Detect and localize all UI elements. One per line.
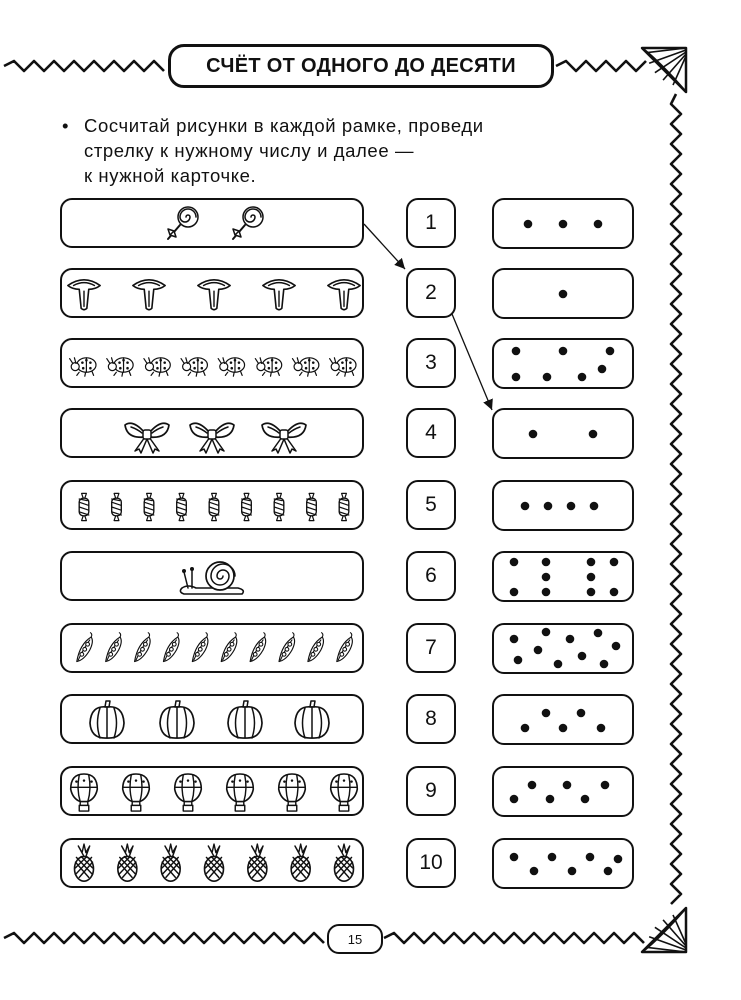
dot: [554, 660, 563, 669]
number-label: 8: [425, 707, 437, 730]
ladybug-icon: [255, 358, 281, 376]
picture-row-7[interactable]: [60, 623, 364, 673]
mushroom-icon: [68, 280, 100, 310]
dot: [610, 588, 619, 597]
pineapple-icon: [291, 844, 310, 881]
air-balloon-icon: [123, 774, 150, 811]
dot: [577, 709, 586, 718]
dot: [600, 660, 609, 669]
lollipop-icon: [233, 207, 263, 239]
dot: [581, 795, 590, 804]
number-label: 5: [425, 493, 437, 516]
dot: [521, 724, 530, 733]
page-title: СЧЁТ ОТ ОДНОГО ДО ДЕСЯТИ: [206, 54, 516, 77]
dot: [559, 347, 568, 356]
dot: [510, 558, 519, 567]
title-banner: [168, 44, 554, 88]
peapod-icon: [250, 633, 266, 662]
number-3[interactable]: [406, 338, 456, 388]
snail-icon: [180, 562, 243, 594]
peapod-icon: [106, 633, 122, 662]
dot: [587, 588, 596, 597]
dot: [594, 220, 603, 229]
bow-icon: [190, 423, 234, 453]
peapod-icon: [77, 633, 93, 662]
candy-icon: [177, 493, 187, 520]
peapod-icon: [279, 633, 295, 662]
pumpkin-icon: [160, 701, 194, 738]
picture-row-2[interactable]: [60, 268, 364, 318]
candy-icon: [339, 493, 349, 520]
air-balloon-icon: [227, 774, 254, 811]
dot-card-1[interactable]: [492, 198, 634, 249]
dot-card-10[interactable]: [492, 838, 634, 889]
dot: [578, 373, 587, 382]
dot: [542, 588, 551, 597]
number-1[interactable]: [406, 198, 456, 248]
picture-row-9[interactable]: [60, 766, 364, 816]
number-label: 7: [425, 636, 437, 659]
pumpkin-icon: [90, 701, 124, 738]
dot: [510, 795, 519, 804]
dot: [598, 365, 607, 374]
pineapple-icon: [205, 844, 224, 881]
picture-row-5[interactable]: [60, 480, 364, 530]
candy-icon: [144, 493, 154, 520]
dot: [559, 220, 568, 229]
dot: [544, 502, 553, 511]
pineapple-icon: [248, 844, 267, 881]
mushroom-icon: [263, 280, 295, 310]
number-label: 10: [419, 851, 443, 874]
number-8[interactable]: [406, 694, 456, 744]
dot: [542, 709, 551, 718]
number-label: 3: [425, 351, 437, 374]
mushroom-icon: [328, 280, 360, 310]
dot: [606, 347, 615, 356]
dot-card-7[interactable]: [492, 623, 634, 674]
dot: [512, 347, 521, 356]
dot: [563, 781, 572, 790]
dot: [512, 373, 521, 382]
mushroom-icon: [198, 280, 230, 310]
candy-icon: [79, 493, 89, 520]
dot: [586, 853, 595, 862]
ladybug-icon: [330, 358, 356, 376]
peapod-icon: [221, 633, 237, 662]
lollipop-icon: [168, 207, 198, 239]
number-5[interactable]: [406, 480, 456, 530]
ladybug-icon: [218, 358, 244, 376]
pineapple-icon: [118, 844, 137, 881]
air-balloon-icon: [175, 774, 202, 811]
instruction-line: Сосчитай рисунки в каждой рамке, проведи: [84, 115, 484, 136]
candy-icon: [274, 493, 284, 520]
number-label: 1: [425, 211, 437, 234]
dot: [587, 558, 596, 567]
candy-icon: [242, 493, 252, 520]
number-label: 9: [425, 779, 437, 802]
dot-card-6[interactable]: [492, 551, 634, 602]
peapod-icon: [337, 633, 353, 662]
bullet-point: •: [62, 115, 70, 136]
dot-card-3[interactable]: [492, 338, 634, 389]
dot: [589, 430, 598, 439]
pineapple-icon: [75, 844, 94, 881]
number-7[interactable]: [406, 623, 456, 673]
picture-row-6[interactable]: [60, 551, 364, 601]
dot: [597, 724, 606, 733]
picture-row-3[interactable]: [60, 338, 364, 388]
number-6[interactable]: [406, 551, 456, 601]
dot: [594, 629, 603, 638]
bow-icon: [262, 423, 306, 453]
dot-card-8[interactable]: [492, 694, 634, 745]
dot: [587, 573, 596, 582]
dot: [546, 795, 555, 804]
dot: [510, 853, 519, 862]
mushroom-icon: [133, 280, 165, 310]
dot: [510, 588, 519, 597]
dot: [514, 656, 523, 665]
dot: [524, 220, 533, 229]
candy-icon: [307, 493, 317, 520]
peapod-icon: [163, 633, 179, 662]
dot: [530, 867, 539, 876]
ladybug-icon: [107, 358, 133, 376]
number-2[interactable]: [406, 268, 456, 318]
dot: [610, 558, 619, 567]
dot: [548, 853, 557, 862]
picture-row-10[interactable]: [60, 838, 364, 888]
pumpkin-icon: [295, 701, 329, 738]
number-label: 4: [425, 421, 437, 444]
ladybug-icon: [181, 358, 207, 376]
dot: [521, 502, 530, 511]
dot: [578, 652, 587, 661]
dot: [559, 290, 568, 299]
instruction-block: [62, 113, 532, 188]
dot: [542, 628, 551, 637]
dot: [614, 855, 623, 864]
instruction-line: стрелку к нужному числу и далее —: [84, 140, 415, 161]
air-balloon-icon: [279, 774, 306, 811]
number-label: 6: [425, 564, 437, 587]
instruction-line: к нужной карточке.: [84, 165, 257, 186]
dot: [566, 635, 575, 644]
dot: [604, 867, 613, 876]
number-9[interactable]: [406, 766, 456, 816]
dot: [567, 502, 576, 511]
picture-row-1[interactable]: [60, 198, 364, 248]
dot: [542, 558, 551, 567]
dot: [534, 646, 543, 655]
peapod-icon: [192, 633, 208, 662]
dot: [590, 502, 599, 511]
pineapple-icon: [161, 844, 180, 881]
air-balloon-icon: [331, 774, 358, 811]
dot: [529, 430, 538, 439]
dot: [559, 724, 568, 733]
dot: [510, 635, 519, 644]
ladybug-icon: [70, 358, 96, 376]
picture-row-4[interactable]: [60, 408, 364, 458]
candy-icon: [209, 493, 219, 520]
candy-icon: [112, 493, 122, 520]
dot-card-2[interactable]: [492, 268, 634, 319]
dot: [601, 781, 610, 790]
number-10[interactable]: [406, 838, 456, 888]
dot: [542, 573, 551, 582]
picture-row-8[interactable]: [60, 694, 364, 744]
peapod-icon: [308, 633, 324, 662]
dot: [528, 781, 537, 790]
number-label: 2: [425, 281, 437, 304]
peapod-icon: [135, 633, 151, 662]
pineapple-icon: [335, 844, 354, 881]
dot: [568, 867, 577, 876]
ladybug-icon: [144, 358, 170, 376]
dot-card-4[interactable]: [492, 408, 634, 459]
air-balloon-icon: [71, 774, 98, 811]
bow-icon: [125, 423, 169, 453]
number-4[interactable]: [406, 408, 456, 458]
page-number-badge: [327, 924, 383, 954]
ladybug-icon: [292, 358, 318, 376]
pumpkin-icon: [228, 701, 262, 738]
dot-card-5[interactable]: [492, 480, 634, 531]
dot: [612, 642, 621, 651]
dot-card-9[interactable]: [492, 766, 634, 817]
dot: [543, 373, 552, 382]
page-number: 15: [347, 931, 363, 947]
